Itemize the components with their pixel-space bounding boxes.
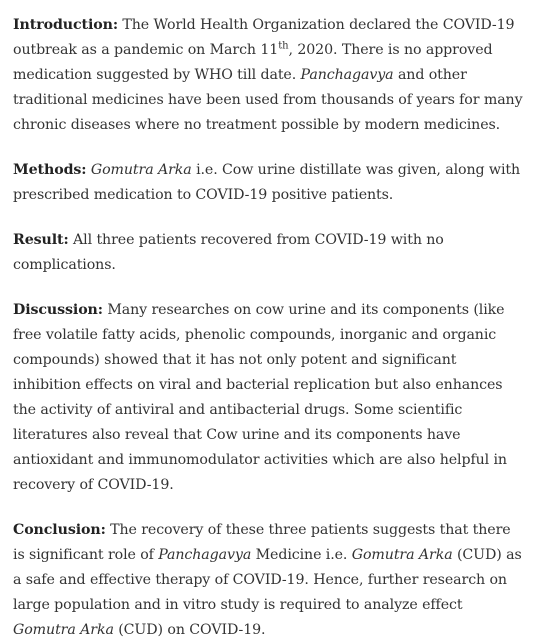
conclusion-emphasis-gomutra-arka-1: Gomutra Arka [351, 547, 453, 563]
conclusion-heading: Conclusion: [13, 522, 106, 538]
result-text: All three patients recovered from COVID-19 with no complications. [13, 232, 444, 273]
methods-heading: Methods: [13, 162, 87, 178]
conclusion-text-3: (CUD) as a safe and effective therapy of COVID-19. Hence, further research on large population and in vitro study is required to analyze effect [13, 547, 522, 613]
conclusion-text-4: (CUD) on COVID-19. [113, 622, 266, 638]
conclusion-emphasis-panchagavya: Panchagavya [158, 547, 252, 563]
introduction-paragraph [13, 13, 526, 138]
introduction-text-1: The World Health Organization declared the COVID-19 outbreak as a pandemic on March 11 [13, 17, 515, 58]
conclusion-paragraph [13, 518, 526, 643]
methods-emphasis-gomutra-arka: Gomutra Arka [90, 162, 192, 178]
discussion-paragraph [13, 298, 526, 498]
result-paragraph [13, 228, 526, 278]
result-heading: Result: [13, 232, 69, 248]
discussion-heading: Discussion: [13, 302, 103, 318]
methods-text-1: i.e. Cow urine distillate was given, along with prescribed medication to COVID-19 positive patients. [13, 162, 521, 203]
ordinal-suffix: th [278, 40, 289, 52]
conclusion-text-1: The recovery of these three patients suggests that there is significant role of [13, 522, 511, 563]
conclusion-text-2: Medicine i.e. [251, 547, 352, 563]
introduction-text-3: and other traditional medicines have been used from thousands of years for many chronic diseases where no treatment possible by modern medicines. [13, 67, 523, 133]
discussion-text: Many researches on cow urine and its components (like free volatile fatty acids, phenolic compounds, inorganic and organic compounds) showed that it has not only potent and significant inhibition effects on viral and bacterial replication but also enhances the activity of antiviral and antibacterial drugs. Some scientific literatures also reveal that Cow urine and its components have antioxidant and immunomodulator activities which are also helpful in recovery of COVID-19. [13, 302, 507, 493]
introduction-heading: Introduction: [13, 17, 118, 33]
methods-paragraph [13, 158, 526, 208]
conclusion-emphasis-gomutra-arka-2: Gomutra Arka [13, 622, 114, 638]
introduction-emphasis-panchagavya: Panchagavya [300, 67, 394, 83]
introduction-text-2: , 2020. There is no approved medication suggested by WHO till date. [13, 42, 493, 83]
